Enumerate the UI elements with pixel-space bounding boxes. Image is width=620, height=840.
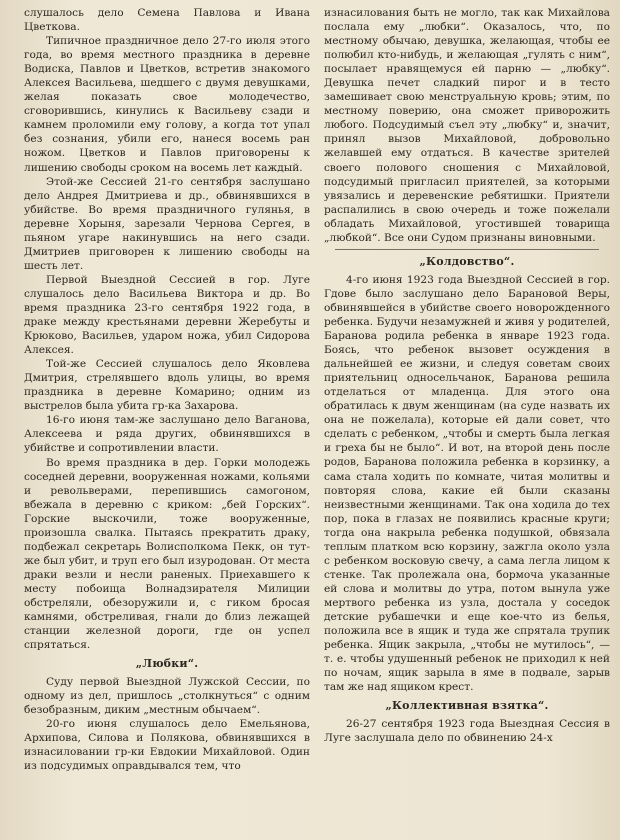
- paragraph: Типичное праздничное дело 27-го июля этого года, во время местного праздника в деревне Водиска, Павлов и Цветков, встретив знакомого Алексея Васильева, шедшего с двумя девушками, желая показать свое молодечество, сговорившись, кинулись к Васильеву сзади и камнем проломили ему голову, а когда тот упал без сознания, убили его, нанеся восемь ран ножом. Цветков и Павлов приговорены к лишению свободы сроком на восемь лет каждый.: [24, 35, 310, 174]
- paragraph: 20-го июня слушалось дело Емельянова, Архипова, Силова и Полякова, обвинявшихся в изнасиловании гр-ки Евдокии Михайловой. Один из подсудимых оправдывался тем, что: [24, 718, 310, 773]
- paragraph: 16-го июня там-же заслушано дело Ваганова, Алексеева и ряда других, обвинявшихся в убийстве и сопротивлении власти.: [24, 414, 310, 455]
- section-heading: „Любки“.: [135, 657, 199, 671]
- paragraph: слушалось дело Семена Павлова и Ивана Цветкова.: [24, 7, 310, 34]
- paragraph: Той-же Сессией слушалось дело Яковлева Дмитрия, стрелявшего вдоль улицы, во время праздника в деревне Комарино; одним из выстрелов была убита гр-ка Захарова.: [24, 358, 310, 413]
- section-heading: „Коллективная взятка“.: [385, 699, 549, 713]
- section-heading: „Колдовство“.: [419, 254, 515, 268]
- paragraph: Во время праздника в дер. Горки молодежь соседней деревни, вооруженная ножами, кольями и револьверами, перепившись самогоном, вбежала в деревню с криком: „бей Горских“. Горские выскочили, тоже вооруженные, произошла свалка. Пытаясь прекратить драку, подбежал секретарь Волисполкома Пекк, он тут-же был убит, и труп его был изуродован. От места драки везли и несли раненых. Приехавшего к месту побоища Волнадзирателя Милиции обстреляли, обезоружили и, с гиком бросая камнями, обстреливая, гнали до близ лежащей станции железной дороги, где он успел спрятаться.: [24, 456, 310, 652]
- right-column: [324, 6, 610, 745]
- paragraph: изнасилования быть не могло, так как Михайлова послала ему „любки“. Оказалось, что, по местному обычаю, девушка, желающая, чтобы ее полюбил кто-нибудь, и желающая „гулять с ним“, посылает нравящемуся ей парню — „любку“. Девушка печет сладкий пирог и в тесто замешивает свою менструальную кровь; этим, по местному поверию, она сможет приворожить любого. Подсудимый съел эту „любку“ и, значит, принял вызов Михайловой, добровольно желавшей ему отдаться. В качестве зрителей своего полового сношения с Михайловой, подсудимый пригласил приятелей, за которыми увязались и деревенские ребятишки. Приятели распалились в свою очередь и тоже пожелали обладать Михайловой, угостившей товарища „любкой“. Все они Судом признаны виновными.: [324, 7, 610, 244]
- paragraph: Суду первой Выездной Лужской Сессии, по одному из дел, пришлось „столкнуться“ с одним безобразным, диким „местным обычаем“.: [24, 676, 310, 717]
- paragraph: Этой-же Сессией 21-го сентября заслушано дело Андрея Дмитриева и др., обвинявшихся в убийстве. Во время праздничного гулянья, в деревне Хорыня, зарезали Чернова Сергея, в пьяном угаре накинувшись на него сзади. Дмитриев приговорен к лишению свободы на шесть лет.: [24, 175, 310, 272]
- left-column: [24, 6, 310, 774]
- section-divider: [335, 249, 598, 250]
- paragraph: 4-го июня 1923 года Выездной Сессией в гор. Гдове было заслушано дело Барановой Веры, обвинявшейся в убийстве своего новорожденного ребенка. Будучи незамужней и живя у родителей, Баранова родила ребенка в январе 1923 года. Боясь, что ребенок вызовет осуждения в дальнейшей ее жизни, и следуя советам своих приятельниц односельчанок, Баранова решила отделаться от младенца. Для этого она обратилась к двум женщинам (на суде назвать их она не пожелала), которые ей дали совет, что сделать с ребенком, „чтобы и смерть была легкая и греха бы не было“. И вот, на второй день после родов, Баранова положила ребенка в корзинку, а сама стала ходить по комнате, читая молитвы и повторяя слова, какие ей были сказаны неизвестными женщинами. Так она ходила до тех пор, пока в глазах не появились красные круги; тогда она накрыла ребенка подушкой, обвязала теплым платком всю корзину, зажгла около узла с ребенком восковую свечу, а сама легла лицом к стенке. Так пролежала она, бормоча указанные ей слова и молитвы до утра, потом вынула уже мертвого ребенка из узла, достала у соседок детские рубашечки и еще кое-что из белья, положила все в ящик и туда же спрятала трупик ребенка. Ящик закрыла, „чтобы не мутилось“, — т. е. чтобы удушенный ребенок не приходил к ней по ночам, ящик зарыла в яме в подвале, зарыв там же над ящиком крест.: [324, 273, 610, 694]
- paragraph: 26-27 сентября 1923 года Выездная Сессия в Луге заслушала дело по обвинению 24-х: [324, 718, 610, 745]
- paragraph: Первой Выездной Сессией в гор. Луге слушалось дело Васильева Виктора и др. Во время праздника 23-го сентября 1922 года, в драке между крестьянами деревни Жеребуты и Крюково, Васильев, ударом ножа, убил Сидорова Алексея.: [24, 273, 310, 357]
